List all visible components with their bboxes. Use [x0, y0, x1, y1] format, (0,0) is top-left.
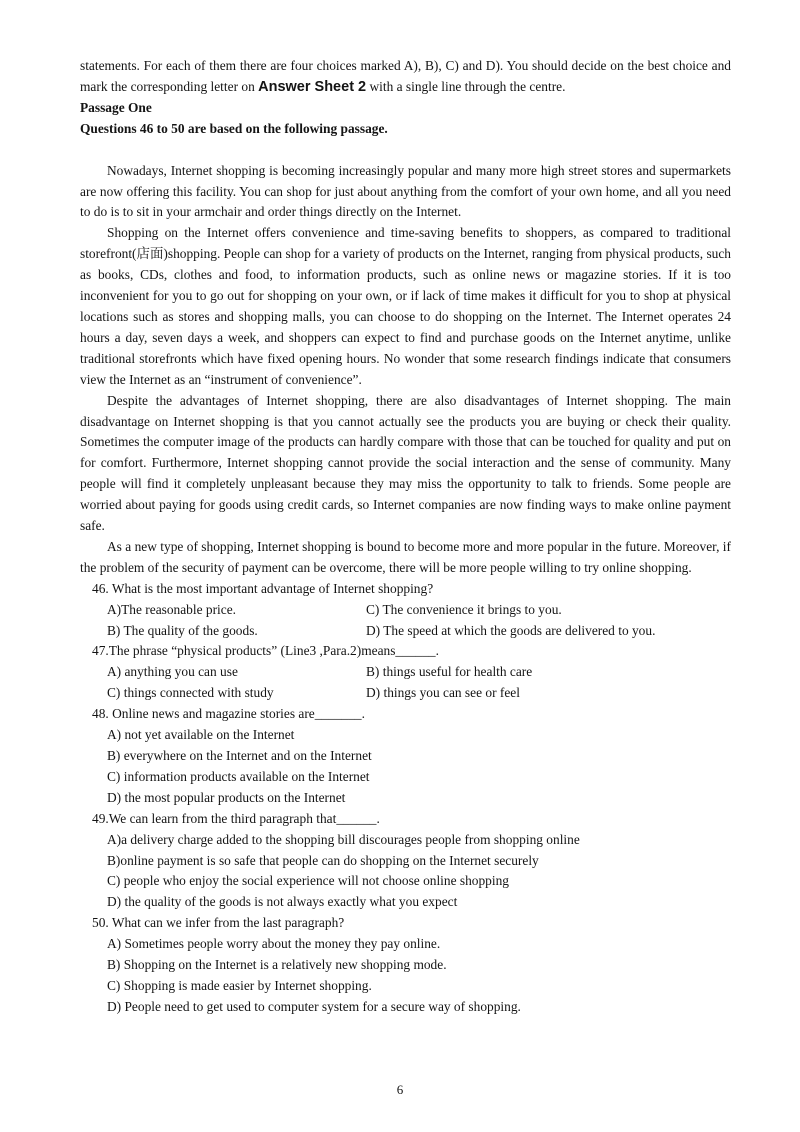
question-49-blank: ______: [336, 810, 377, 826]
section-instructions: [80, 56, 731, 98]
question-48-text: 48. Online news and magazine stories are: [92, 706, 315, 722]
question-50-option-c: C) Shopping is made easier by Internet shopping.: [107, 977, 372, 993]
question-47-option-d: D) things you can see or feel: [366, 685, 520, 701]
passage-title: Passage One: [80, 99, 152, 115]
question-48-option-a: A) not yet available on the Internet: [107, 727, 295, 743]
page-number: 6: [396, 1082, 404, 1097]
question-46-option-d: D) The speed at which the goods are delivered to you.: [366, 622, 656, 638]
question-46-option-c: C) The convenience it brings to you.: [366, 601, 562, 617]
question-50-option-a: A) Sometimes people worry about the money they pay online.: [107, 936, 441, 952]
question-49-text: 49.We can learn from the third paragraph that: [92, 810, 337, 826]
spacer: [80, 140, 731, 161]
question-46-option-b: B) The quality of the goods.: [107, 622, 258, 638]
passage-paragraph-3: Despite the advantages of Internet shopping, there are also disadvantages of Internet shopping. The main disadvantage on Internet shopping is that you cannot actually see the products you are buying or check their quality. Sometimes the computer image of the products can hardly compare with those that can be touched for quality and put on for comfort. Furthermore, Internet shopping cannot provide the social interaction and the sense of community. Many people will find it completely unpleasant because they may miss the opportunity to talk to friends. Some people are worried about paying for goods using credit cards, so Internet companies are now finding ways to make online payment safe.: [80, 392, 731, 534]
question-49-period: .: [376, 810, 380, 826]
exam-page: [80, 56, 731, 1018]
question-49-option-d: D) the quality of the goods is not always exactly what you expect: [107, 894, 458, 910]
question-49-option-a: A)a delivery charge added to the shopping bill discourages people from shopping online: [107, 831, 580, 847]
instructions-text-end: with a single line through the centre.: [366, 78, 566, 94]
passage-paragraph-1: Nowadays, Internet shopping is becoming increasingly popular and many more high street stores and supermarkets are now offering this facility. You can shop for just about anything from the comfort of your own home, and all you need to do is to sit in your armchair and order things directly on the Internet.: [80, 162, 731, 220]
question-50-option-b: B) Shopping on the Internet is a relatively new shopping mode.: [107, 957, 447, 973]
question-46-options-row-2: [80, 621, 731, 642]
question-47-option-c: C) things connected with study: [107, 685, 274, 701]
answer-sheet-label: Answer Sheet 2: [258, 78, 367, 95]
question-47-options-row-1: [80, 662, 731, 683]
question-46-option-a: A)The reasonable price.: [107, 601, 237, 617]
passage-instruction: Questions 46 to 50 are based on the following passage.: [80, 120, 388, 136]
question-46-stem: 46. What is the most important advantage of Internet shopping?: [92, 580, 434, 596]
question-47-options-row-2: [80, 683, 731, 704]
question-47-period: .: [435, 643, 439, 659]
question-47-stem: [80, 641, 731, 662]
question-48-stem: [80, 704, 731, 725]
question-47-option-a: A) anything you can use: [107, 664, 238, 680]
question-47-text: 47.The phrase “physical products” (Line3 ,Para.2)means: [92, 643, 396, 659]
question-48-option-d: D) the most popular products on the Internet: [107, 789, 346, 805]
question-47-option-b: B) things useful for health care: [366, 664, 533, 680]
passage-paragraph-2: Shopping on the Internet offers convenience and time-saving benefits to shoppers, as compared to traditional storefront(店面)shopping. People can shop for a variety of products on the Internet, ranging from physical products, such as books, CDs, clothes and food, to information products, such as online news or magazine stories. If it is too inconvenient for you to go out for shopping on your own, or if lack of time makes it difficult for you to shop at physical locations such as stores and shopping malls, you can choose to do shopping on the Internet. The Internet operates 24 hours a day, seven days a week, and shoppers can expect to find and purchase goods on the Internet anytime, unlike traditional storefronts which have fixed opening hours. No wonder that some research findings indicate that consumers view the Internet as an “instrument of convenience”.: [80, 225, 731, 387]
passage-paragraph-4: As a new type of shopping, Internet shopping is bound to become more and more popular in the future. Moreover, if the problem of the security of payment can be overcome, there will be more people willing to try online shopping.: [80, 538, 731, 575]
question-50-stem: 50. What can we infer from the last paragraph?: [92, 915, 345, 931]
question-49-stem: [80, 809, 731, 830]
question-48-option-c: C) information products available on the Internet: [107, 768, 370, 784]
question-47-blank: ______: [395, 643, 436, 659]
question-50-option-d: D) People need to get used to computer system for a secure way of shopping.: [107, 998, 521, 1014]
question-49-option-b: B)online payment is so safe that people can do shopping on the Internet securely: [107, 852, 539, 868]
question-49-option-c: C) people who enjoy the social experience will not choose online shopping: [107, 873, 509, 889]
question-46-options-row-1: [80, 600, 731, 621]
instructions-text: statements. For each of them there are four choices marked A), B), C) and D). You should decide on the best choice and mark the corresponding letter on: [80, 58, 731, 94]
question-48-blank: _______: [314, 706, 362, 722]
question-48-period: .: [361, 706, 365, 722]
question-48-option-b: B) everywhere on the Internet and on the Internet: [107, 748, 372, 763]
